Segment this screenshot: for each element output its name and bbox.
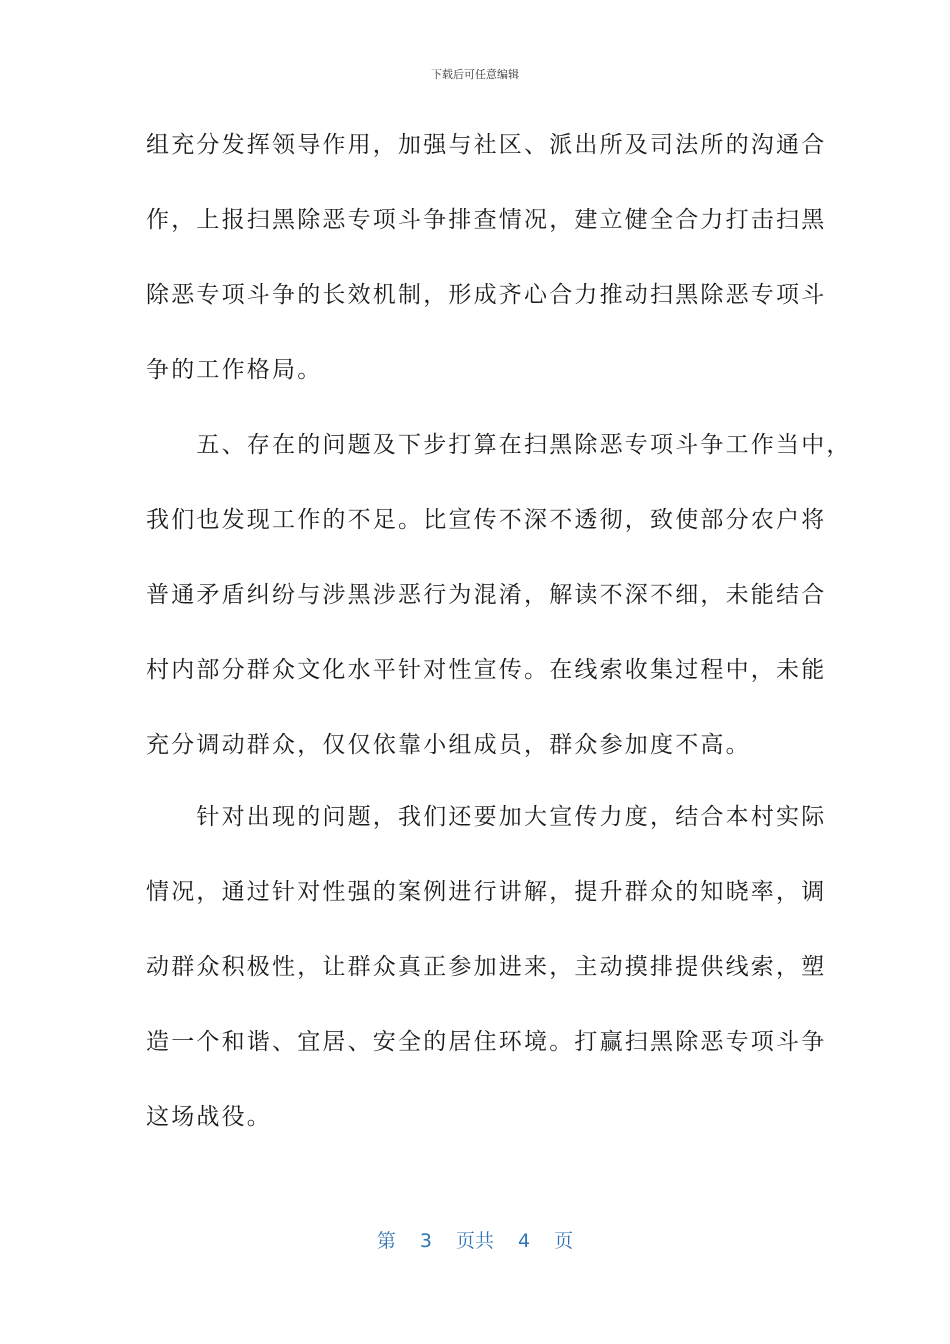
current-page-number: 3 (419, 1230, 432, 1252)
page-footer (0, 1226, 950, 1253)
header-note: 下载后可任意编辑 (431, 68, 519, 81)
body-line: 造一个和谐、宜居、安全的居住环境。打赢扫黑除恶专项斗争 (146, 1029, 827, 1055)
body-line: 组充分发挥领导作用，加强与社区、派出所及司法所的沟通合 (146, 132, 827, 158)
body-line: 五、存在的问题及下步打算在扫黑除恶专项斗争工作当中， (146, 432, 852, 458)
footer-prefix: 第 (376, 1230, 396, 1252)
body-line: 作，上报扫黑除恶专项斗争排查情况，建立健全合力打击扫黑 (146, 207, 827, 233)
body-line: 动群众积极性，让群众真正参加进来，主动摸排提供线索，塑 (146, 954, 827, 980)
footer-suffix: 页 (554, 1230, 574, 1252)
body-line: 我们也发现工作的不足。比宣传不深不透彻，致使部分农户将 (146, 507, 827, 533)
body-line: 争的工作格局。 (146, 357, 323, 383)
total-pages-number: 4 (518, 1230, 531, 1252)
body-line: 村内部分群众文化水平针对性宣传。在线索收集过程中，未能 (146, 657, 827, 683)
footer-middle: 页共 (455, 1230, 494, 1252)
body-line: 充分调动群众，仅仅依靠小组成员，群众参加度不高。 (146, 732, 751, 758)
body-line: 针对出现的问题，我们还要加大宣传力度，结合本村实际 (146, 804, 827, 830)
body-line: 情况，通过针对性强的案例进行讲解，提升群众的知晓率，调 (146, 879, 827, 905)
body-line: 除恶专项斗争的长效机制，形成齐心合力推动扫黑除恶专项斗 (146, 282, 827, 308)
body-line: 普通矛盾纠纷与涉黑涉恶行为混淆，解读不深不细，未能结合 (146, 582, 827, 608)
body-line: 这场战役。 (146, 1104, 272, 1130)
